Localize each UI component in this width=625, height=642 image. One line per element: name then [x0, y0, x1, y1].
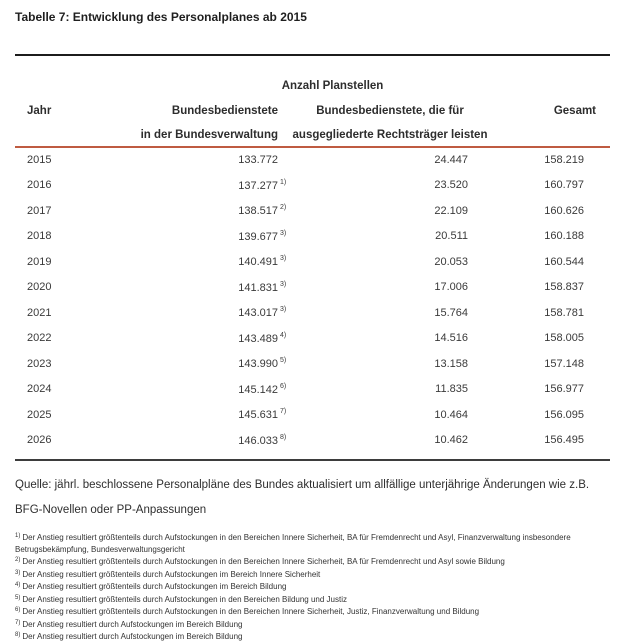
outsourced-staff-cell: 10.462: [434, 434, 468, 446]
federal-staff-value: 141.831: [238, 281, 278, 294]
footnote-item-marker: 8): [15, 632, 21, 638]
source-block: [15, 473, 610, 523]
footnote-marker: 3): [280, 280, 287, 288]
outsourced-staff-cell: 11.835: [435, 383, 468, 395]
footnote-item-marker: 3): [15, 569, 21, 576]
group-header-anzahl-planstellen: Anzahl Planstellen: [281, 80, 384, 92]
group-header-row: [15, 72, 610, 92]
table-row: [15, 147, 610, 173]
table-top-rule: [15, 54, 610, 56]
footnote-marker: 8): [280, 433, 287, 441]
source-line-1: Quelle: jährl. beschlossene Personalpläne des Bundes aktualisiert um allfällige unterjährige Änderungen wie z.B.: [15, 479, 590, 491]
table-title: Tabelle 7: Entwicklung des Personalplanes ab 2015: [15, 10, 307, 24]
footnote-marker: 2): [280, 204, 287, 211]
year-cell: 2025: [27, 408, 52, 421]
footnote-item: [15, 605, 610, 618]
col-header-bundesbedienstete: Bundesbedienstete: [171, 105, 278, 117]
col-header-ausgegliederte-line1: Bundesbedienstete, die für: [316, 105, 464, 117]
footnote-item-text: Der Anstieg resultiert größtenteils durch Aufstockungen in den Bereichen Innere Sicherheit, BA für Fremdenrecht und Asyl, Finanzverwaltung insbesondere Betrugsbekämpfung, Bundesverwaltungsgericht: [15, 533, 571, 554]
footnote-item-marker: 7): [15, 619, 21, 626]
column-header-row-1: [15, 92, 610, 117]
footnote-item-text: Der Anstieg resultiert größtenteils durch Aufstockungen im Bereich Bildung: [22, 582, 287, 591]
federal-staff-value: 143.489: [238, 332, 278, 345]
footnote-item: [15, 593, 610, 606]
footnote-marker: 1): [280, 178, 287, 186]
outsourced-staff-cell: 20.511: [435, 230, 468, 242]
footnote-marker: 7): [280, 408, 287, 415]
federal-staff-cell: [105, 275, 290, 301]
col-header-ausgegliederte-line2: ausgegliederte Rechtsträger leisten: [290, 117, 490, 147]
table-row: [15, 428, 610, 454]
year-cell: 2016: [27, 179, 52, 191]
footnote-item-marker: 5): [15, 594, 21, 601]
footnote-marker: 5): [280, 357, 287, 364]
federal-staff-cell: [105, 351, 290, 377]
footnote-marker: 3): [280, 229, 287, 237]
total-cell: 160.626: [544, 204, 585, 217]
year-cell: 2023: [27, 357, 52, 370]
federal-staff-value: 139.677: [238, 230, 278, 243]
table-row: [15, 300, 610, 326]
outsourced-staff-cell: 15.764: [434, 306, 468, 319]
footnote-item-text: Der Anstieg resultiert größtenteils durch Aufstockungen in den Bereichen Innere Sicherheit, BA für Fremdenrecht und Asyl sowie Bildung: [22, 557, 505, 566]
footnote-item-marker: 1): [15, 533, 21, 539]
year-cell: 2022: [27, 332, 52, 344]
table-row: [15, 351, 610, 377]
federal-staff-value: 145.142: [238, 383, 278, 396]
footnote-item: [15, 618, 610, 631]
federal-staff-value: 140.491: [238, 256, 278, 268]
year-cell: 2015: [27, 154, 52, 166]
federal-staff-value: 133.772: [238, 154, 278, 166]
federal-staff-cell: [105, 402, 290, 428]
outsourced-staff-cell: 23.520: [434, 179, 468, 191]
federal-staff-value: 138.517: [238, 205, 278, 217]
footnote-marker: 4): [280, 331, 287, 339]
outsourced-staff-cell: 20.053: [434, 255, 468, 268]
total-cell: 160.544: [544, 255, 585, 268]
outsourced-staff-cell: 24.447: [434, 154, 468, 166]
col-header-jahr: Jahr: [27, 105, 52, 117]
footnote-item-marker: 6): [15, 607, 21, 613]
federal-staff-cell: [105, 377, 290, 403]
outsourced-staff-cell: 10.464: [434, 408, 468, 421]
federal-staff-value: 137.277: [238, 179, 278, 192]
footnote-item-text: Der Anstieg resultiert größtenteils durch Aufstockungen im Bereich Innere Sicherheit: [22, 569, 321, 579]
outsourced-staff-cell: 14.516: [434, 332, 468, 344]
total-cell: 156.495: [544, 434, 585, 446]
table-row: [15, 326, 610, 352]
table-row: [15, 198, 610, 224]
federal-staff-cell: [105, 198, 290, 224]
federal-staff-cell: [105, 300, 290, 326]
footnote-item: [15, 630, 610, 642]
outsourced-staff-cell: 17.006: [434, 281, 468, 293]
footnote-item-text: Der Anstieg resultiert durch Aufstockungen im Bereich Bildung: [22, 619, 243, 629]
col-header-gesamt: Gesamt: [553, 105, 597, 117]
total-cell: 158.219: [544, 154, 585, 166]
table-bottom-rule: [15, 459, 610, 461]
year-cell: 2020: [27, 281, 52, 293]
footnote-item: [15, 555, 610, 568]
footnote-item-marker: 2): [15, 557, 21, 563]
footnote-item-text: Der Anstieg resultiert größtenteils durch Aufstockungen in den Bereichen Innere Sicherheit, Justiz, Finanzverwaltung und Bildung: [22, 607, 480, 616]
column-header-row-2: [15, 117, 610, 147]
total-cell: 158.781: [544, 306, 585, 319]
year-cell: 2017: [27, 204, 52, 217]
federal-staff-cell: [105, 428, 290, 454]
year-cell: 2019: [27, 255, 52, 268]
total-cell: 160.188: [544, 230, 585, 242]
year-cell: 2026: [27, 434, 52, 446]
personnel-plan-table: [15, 72, 610, 453]
table-row: [15, 173, 610, 199]
federal-staff-value: 146.033: [238, 434, 278, 447]
federal-staff-value: 143.017: [238, 307, 278, 319]
federal-staff-cell: [105, 224, 290, 250]
footnote-item: [15, 580, 610, 593]
federal-staff-cell: [105, 326, 290, 352]
table-row: [15, 249, 610, 275]
col-header-bundesverwaltung: in der Bundesverwaltung: [105, 117, 290, 147]
year-cell: 2024: [27, 383, 52, 395]
year-cell: 2021: [27, 306, 52, 319]
total-cell: 156.095: [544, 408, 585, 421]
footnote-item-text: Der Anstieg resultiert durch Aufstockungen im Bereich Bildung: [22, 632, 243, 641]
federal-staff-value: 145.631: [238, 409, 278, 421]
table-row: [15, 224, 610, 250]
federal-staff-cell: [105, 173, 290, 199]
outsourced-staff-cell: 13.158: [434, 357, 468, 370]
total-cell: 160.797: [544, 179, 585, 191]
table-row: [15, 377, 610, 403]
footnote-item: [15, 531, 610, 555]
footnote-item-marker: 4): [15, 582, 21, 588]
table-body: [15, 147, 610, 453]
total-cell: 158.837: [544, 281, 585, 293]
federal-staff-cell: [105, 249, 290, 275]
footnote-marker: 3): [280, 255, 287, 262]
footnotes-block: [15, 531, 610, 642]
footnote-marker: 3): [280, 306, 287, 313]
federal-staff-cell: [105, 147, 290, 173]
total-cell: 157.148: [544, 357, 585, 370]
table-row: [15, 275, 610, 301]
outsourced-staff-cell: 22.109: [434, 204, 468, 217]
table-header: [15, 72, 610, 147]
total-cell: 158.005: [544, 332, 585, 344]
footnote-item: [15, 568, 610, 581]
year-cell: 2018: [27, 230, 52, 242]
source-line-2: BFG-Novellen oder PP-Anpassungen: [15, 504, 207, 516]
footnote-item-text: Der Anstieg resultiert größtenteils durch Aufstockungen in den Bereichen Bildung und Justiz: [22, 594, 347, 604]
table-row: [15, 402, 610, 428]
total-cell: 156.977: [544, 383, 585, 395]
footnote-marker: 6): [280, 382, 287, 390]
federal-staff-value: 143.990: [238, 358, 278, 370]
